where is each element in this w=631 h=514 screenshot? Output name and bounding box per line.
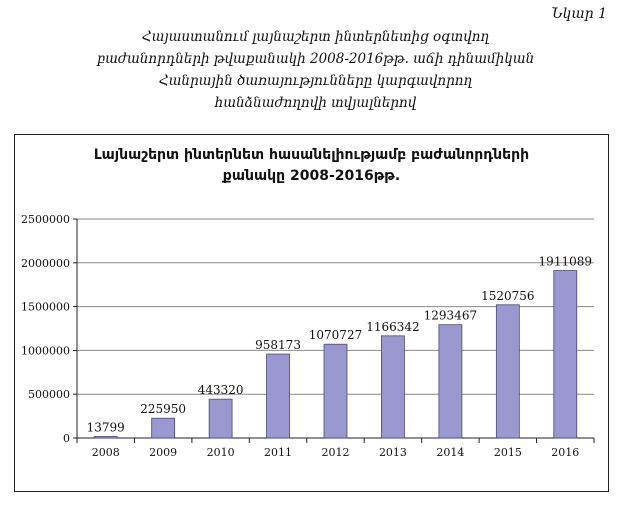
x-tick-label-2008: 2008 — [91, 446, 120, 459]
bar-2015 — [496, 305, 519, 438]
data-label-2011: 958173 — [255, 338, 301, 353]
y-tick-label: 2500000 — [21, 213, 70, 226]
data-label-2013: 1166342 — [366, 319, 420, 334]
x-tick-label-2013: 2013 — [378, 446, 407, 459]
data-label-2015: 1520756 — [481, 288, 535, 303]
x-tick-label-2016: 2016 — [551, 446, 580, 459]
bar-2011 — [267, 354, 290, 438]
x-tick-label-2009: 2009 — [149, 446, 178, 459]
caption-line-2: բաժանորդների թվաքանակի 2008-2016թթ. աճի դինամիկան — [96, 51, 535, 67]
chart-title-line-2: քանակը 2008-2016թթ. — [222, 168, 401, 184]
data-label-2009: 225950 — [140, 402, 187, 417]
x-tick-label-2014: 2014 — [436, 446, 465, 459]
x-tick-label-2012: 2012 — [321, 446, 350, 459]
y-tick-label: 1500000 — [21, 300, 70, 314]
x-tick-label-2015: 2015 — [493, 446, 522, 459]
chart-frame — [14, 134, 609, 492]
data-label-2014: 1293467 — [423, 308, 478, 323]
x-tick-label-2011: 2011 — [264, 446, 293, 459]
bar-chart — [15, 135, 608, 491]
bar-2016 — [554, 271, 577, 438]
data-label-2008: 13799 — [86, 420, 125, 435]
data-label-2016: 1911089 — [538, 254, 593, 269]
y-tick-label: 0 — [63, 432, 70, 445]
y-tick-label: 1000000 — [21, 344, 70, 358]
bar-2014 — [439, 325, 462, 438]
chart-title-line-1: Լայնաշերտ ինտերնետ հասանելիությամբ բաժանորդների — [93, 147, 530, 163]
bar-2008 — [94, 437, 117, 439]
figure-caption — [0, 26, 631, 114]
bar-2010 — [209, 399, 232, 438]
caption-line-4: հանձնաժողովի տվյալներով — [214, 95, 417, 111]
data-label-2010: 443320 — [197, 383, 244, 398]
data-label-2012: 1070727 — [308, 328, 363, 343]
caption-line-1: Հայաստանում լայնաշերտ ինտերնետից օգտվող — [141, 29, 490, 45]
x-tick-label-2010: 2010 — [206, 446, 235, 459]
bar-2012 — [324, 344, 347, 438]
bar-2013 — [381, 336, 404, 438]
figure-label: Նկար 1 — [551, 6, 607, 22]
caption-line-3: Հանրային ծառայությունները կարգավորող — [158, 73, 473, 89]
bar-2009 — [152, 418, 175, 438]
y-tick-label: 500000 — [28, 388, 70, 402]
y-tick-label: 2000000 — [21, 256, 70, 270]
